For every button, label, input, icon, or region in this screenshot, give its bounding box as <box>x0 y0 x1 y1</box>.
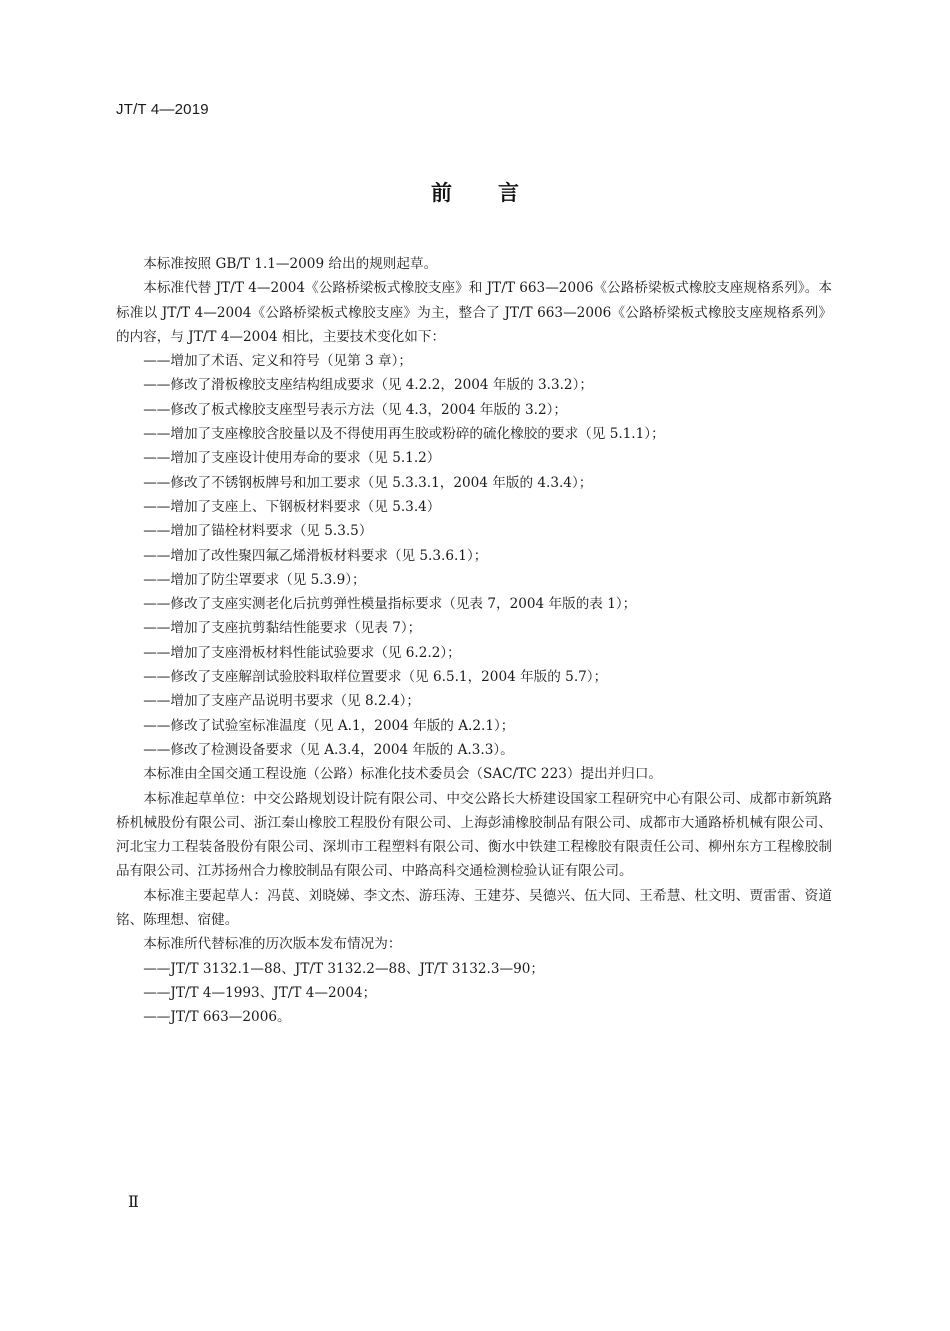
proposer-paragraph: 本标准由全国交通工程设施（公路）标准化技术委员会（SAC/TC 223）提出并归口。 <box>143 766 663 783</box>
list-item: ——修改了不锈钢板牌号和加工要求（见 5.3.3.1，2004 年版的 4.3.4）； <box>143 474 593 491</box>
replacement-paragraph: 本标准代替 JT/T 4—2004《公路桥梁板式橡胶支座》和 JT/T 663—2006《公路桥梁板式橡胶支座规格系列》。本标准以 JT/T 4—2004《公路桥梁板式橡胶支座》为主，整合了 JT/T 663—2006《公路桥梁板式橡胶支座规格系列》的内容，与 JT/T 4—2004 相比，主要技术变化如下： <box>116 280 832 345</box>
list-item: ——增加了防尘罩要求（见 5.3.9）； <box>143 571 366 588</box>
drafting-units-paragraph: 本标准起草单位：中交公路规划设计院有限公司、中交公路长大桥建设国家工程研究中心有限公司、成都市新筑路桥机械股份有限公司、浙江秦山橡胶工程股份有限公司、上海彭浦橡胶制品有限公司、成都市大通路桥机械有限公司、河北宝力工程装备股份有限公司、深圳市工程塑料有限公司、衡水中铁建工程橡胶有限责任公司、柳州东方工程橡胶制品有限公司、江苏扬州合力橡胶制品有限公司、中路高科交通检测检验认证有限公司。 <box>116 790 832 880</box>
history-intro-paragraph: 本标准所代替标准的历次版本发布情况为： <box>143 936 402 953</box>
list-item: ——增加了锚栓材料要求（见 5.3.5） <box>143 523 373 540</box>
list-item: ——修改了检测设备要求（见 A.3.4，2004 年版的 A.3.3）。 <box>143 741 514 758</box>
list-item: ——增加了支座设计使用寿命的要求（见 5.1.2） <box>143 450 441 467</box>
list-item: ——JT/T 4—1993、JT/T 4—2004； <box>143 984 377 1001</box>
drafters-paragraph: 本标准主要起草人：冯苠、刘晓娣、李文杰、游珏涛、王建芬、吴德兴、伍大同、王希慧、杜文明、贾雷雷、资道铭、陈理想、宿健。 <box>116 887 832 929</box>
list-item: ——修改了支座实测老化后抗剪弹性模量指标要求（见表 7，2004 年版的表 1）； <box>143 596 637 613</box>
list-item: ——修改了支座解剖试验胶料取样位置要求（见 6.5.1，2004 年版的 5.7）； <box>143 669 608 686</box>
list-item: ——增加了支座上、下钢板材料要求（见 5.3.4） <box>143 498 441 515</box>
list-item: ——修改了板式橡胶支座型号表示方法（见 4.3，2004 年版的 3.2）； <box>143 401 568 418</box>
page-number: Ⅱ <box>128 1192 139 1211</box>
list-item: ——增加了改性聚四氟乙烯滑板材料要求（见 5.3.6.1）； <box>143 547 488 564</box>
list-item: ——增加了支座橡胶含胶量以及不得使用再生胶或粉碎的硫化橡胶的要求（见 5.1.1）； <box>143 426 665 443</box>
list-item: ——增加了支座产品说明书要求（见 8.2.4）； <box>143 693 420 710</box>
foreword-body <box>116 252 832 1030</box>
list-item: ——JT/T 3132.1—88、JT/T 3132.2—88、JT/T 3132.3—90； <box>143 960 544 977</box>
list-item: ——JT/T 663—2006。 <box>143 1009 291 1026</box>
page-header-standard-code: JT/T 4—2019 <box>116 101 209 118</box>
version-history-list <box>116 957 832 1030</box>
drafting-rule-paragraph: 本标准按照 GB/T 1.1—2009 给出的规则起草。 <box>143 256 438 272</box>
list-item: ——增加了术语、定义和符号（见第 3 章）； <box>143 353 412 370</box>
list-item: ——增加了支座抗剪黏结性能要求（见表 7）； <box>143 620 422 637</box>
page-title: 前言 <box>431 181 565 205</box>
list-item: ——增加了支座滑板材料性能试验要求（见 6.2.2）； <box>143 644 461 661</box>
technical-changes-list <box>116 349 832 762</box>
list-item: ——修改了滑板橡胶支座结构组成要求（见 4.2.2，2004 年版的 3.3.2）； <box>143 377 593 394</box>
list-item: ——修改了试验室标准温度（见 A.1，2004 年版的 A.2.1）； <box>143 717 515 734</box>
